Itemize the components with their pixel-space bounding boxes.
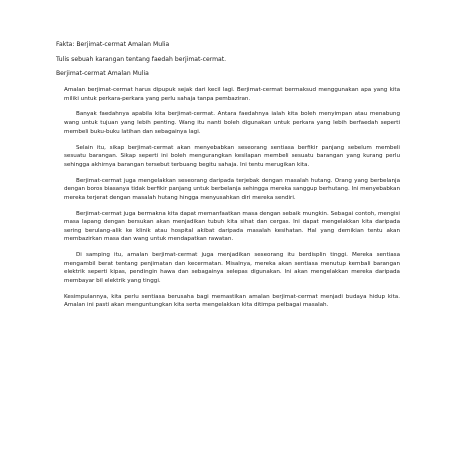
fact-title: Fakta: Berjimat-cermat Amalan Mulia (56, 41, 170, 48)
paragraph-benefit-saving: Banyak faedahnya apabila kita berjimat-cermat. Antara faedahnya ialah kita boleh menyimpan atau menabung wang untuk tujuan yang lebih penting. Wang itu nanti boleh digunakan untuk perkara yang lebih berfaedah seperti membeli buku-buku latihan dan sebagainya lagi. (64, 111, 400, 135)
essay-body (64, 86, 400, 317)
paragraph-benefit-discipline: Di samping itu, amalan berjimat-cermat juga menjadikan seseorang itu berdisplin tinggi. Mereka sentiasa mengambil berat tentang penjimatan dan kecermatan. Misalnya, mereka akan sentiasa menutup kembali barangan elektrik seperti kipas, pendingin hawa dan sebagainya selepas digunakan. Ini akan mengelakkan mereka daripada membayar bil elektrik yang tinggi. (64, 252, 400, 284)
essay-instruction: Tulis sebuah karangan tentang faedah berjimat-cermat. (56, 56, 227, 63)
paragraph-benefit-debt: Berjimat-cermat juga mengelakkan seseorang daripada terjebak dengan masalah hutang. Orang yang berbelanja dengan boros biasanya tidak berfikir panjang untuk berbelanja sehingga mereka sanggup berhutang. Ini menyebabkan mereka terjerat dengan masalah hutang hingga menyusahkan diri mereka sendiri. (64, 177, 400, 201)
paragraph-conclusion: Kesimpulannya, kita perlu sentiasa berusaha bagi memastikan amalan berjimat-cermat menjadi budaya hidup kita. Amalan ini pasti akan menguntungkan kita serta mengelakkan kita ditimpa pelbagai masalah. (64, 293, 400, 309)
paragraph-introduction: Amalan berjimat-cermat harus dipupuk sejak dari kecil lagi. Berjimat-cermat bermaksud menggunakan apa yang kita miliki untuk perkara-perkara yang perlu sahaja tanpa pembaziran. (64, 87, 400, 102)
paragraph-benefit-time: Berjimat-cermat juga bermakna kita dapat memanfaatkan masa dengan sebaik mungkin. Sebagai contoh, mengisi masa lapang dengan bersukan akan menjadikan tubuh kita sihat dan cergas. Ini dapat mengelakkan kita daripada sering berulang-alik ke klinik atau hospital akibat daripada masalah kesihatan. Hal yang demikian tentu akan membazirkan masa dan wang untuk mendapatkan rawatan. (64, 210, 400, 243)
essay-title: Berjimat-cermat Amalan Mulia (56, 70, 149, 77)
paragraph-benefit-thinking: Selain itu, sikap berjimat-cermat akan menyebabkan seseorang sentiasa berfikir panjang sebelum membeli sesuatu barangan. Sikap seperti ini boleh mengurangkan kesilapan membeli sesuatu barangan yang kurang perlu sehingga akhirnya barangan tersebut terbuang begitu sahaja. Ini tentu merugikan kita. (64, 144, 400, 168)
